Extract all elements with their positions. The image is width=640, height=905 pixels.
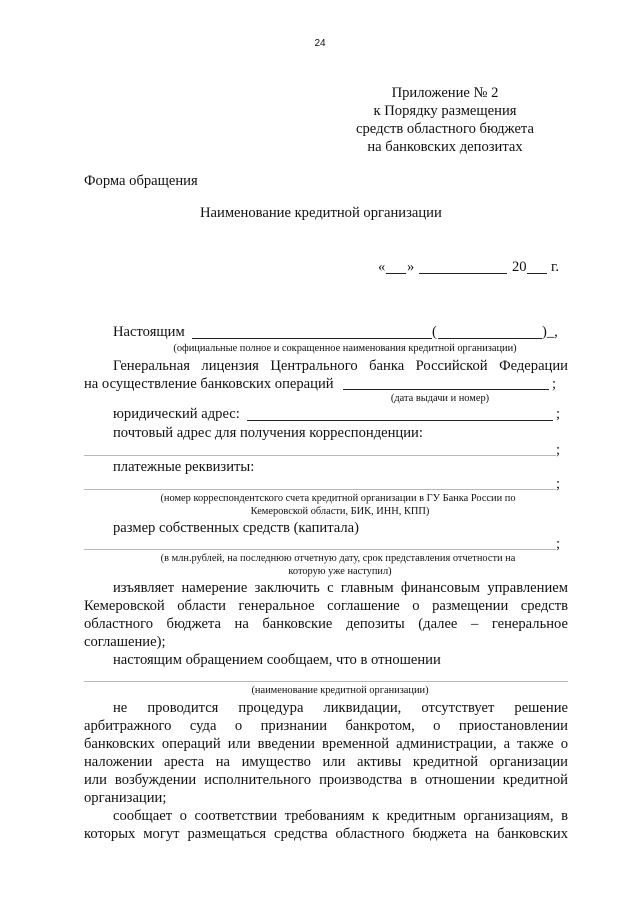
compliance-line-1: сообщает о соответствии требованиям к кредитным организациям, в [113,808,568,824]
liquidation-line-5: или возбуждении исполнительного производства в отношении кредитной [84,772,568,788]
day-blank[interactable] [386,273,406,274]
capital-hint-line-1: (в млн.рублей, на последнюю отчетную дату, срок представления отчетности на [160,553,516,564]
capital-end: ; [556,536,561,552]
legal-address-label: юридический адрес: [113,406,240,422]
org-heading: Наименование кредитной организации [200,205,442,221]
appendix-line-2: к Порядку размещения [373,103,517,119]
org-name-blank[interactable] [84,681,568,682]
postal-address-label: почтовый адрес для получения корреспонденции: [113,425,423,441]
payment-details-blank[interactable] [84,489,556,490]
org-name-hint-2: (наименование кредитной организации) [251,685,429,696]
capital-blank[interactable] [84,549,556,550]
payment-hint-line-2: Кемеровской области, БИК, ИНН, КПП) [250,506,430,517]
intent-line-2: Кемеровской области генеральное соглашение о размещении средств [84,598,568,614]
intent-line-3: областного бюджета на банковские депозиты (далее – генеральное [84,616,568,632]
payment-details-end: ; [556,476,561,492]
intent-line-1: изъявляет намерение заключить с главным финансовым управлением [113,580,568,596]
license-line-2: на осуществление банковских операций [84,376,334,392]
appendix-line-1: Приложение № 2 [391,85,499,101]
notify-line: настоящим обращением сообщаем, что в отношении [113,652,441,668]
legal-address-end: ; [556,406,561,422]
paren-close: )_, [542,324,558,340]
nastoyashchim-label: Настоящим [113,324,185,340]
org-short-name-blank[interactable] [438,338,542,339]
legal-address-blank[interactable] [247,420,553,421]
liquidation-line-4: наложении ареста на имущество или активы кредитной организации [84,754,568,770]
license-line-1: Генеральная лицензия Центрального банка Российской Федерации [113,358,568,374]
payment-hint-line-1: (номер корреспондентского счета кредитной организации в ГУ Банка России по [160,493,516,504]
postal-address-end: ; [556,442,561,458]
date-open-quote: « [378,259,386,275]
month-blank[interactable] [419,273,507,274]
license-end: ; [552,376,557,392]
liquidation-line-3: банковских операций или введении временной администрации, а также о [84,736,568,752]
license-hint: (дата выдачи и номер) [390,393,490,404]
org-name-hint: (официальные полное и сокращенное наименования кредитной организации) [173,343,517,354]
liquidation-line-1: не проводится процедура ликвидации, отсутствует решение [113,700,568,716]
appendix-line-4: на банковских депозитах [367,139,523,155]
year-prefix: 20 [512,259,527,275]
capital-label: размер собственных средств (капитала) [113,520,359,536]
capital-hint-line-2: которую уже наступил) [288,566,392,577]
intent-line-4: соглашение); [84,634,166,650]
page-number: 24 [314,38,326,49]
org-full-name-blank[interactable] [192,338,432,339]
license-blank[interactable] [343,389,549,390]
year-suffix: г. [551,259,559,275]
postal-address-blank[interactable] [84,455,556,456]
appendix-line-3: средств областного бюджета [356,121,534,137]
paren-open: ( [432,324,437,340]
payment-details-label: платежные реквизиты: [113,459,255,475]
date-close-quote: » [407,259,415,275]
form-label: Форма обращения [84,173,198,189]
year-blank[interactable] [527,273,547,274]
liquidation-line-2: арбитражного суда о признании банкротом, о приостановлении [84,718,568,734]
compliance-line-2: которых могут размещаться средства областного бюджета на банковских [84,826,568,842]
liquidation-line-6: организации; [84,790,167,806]
